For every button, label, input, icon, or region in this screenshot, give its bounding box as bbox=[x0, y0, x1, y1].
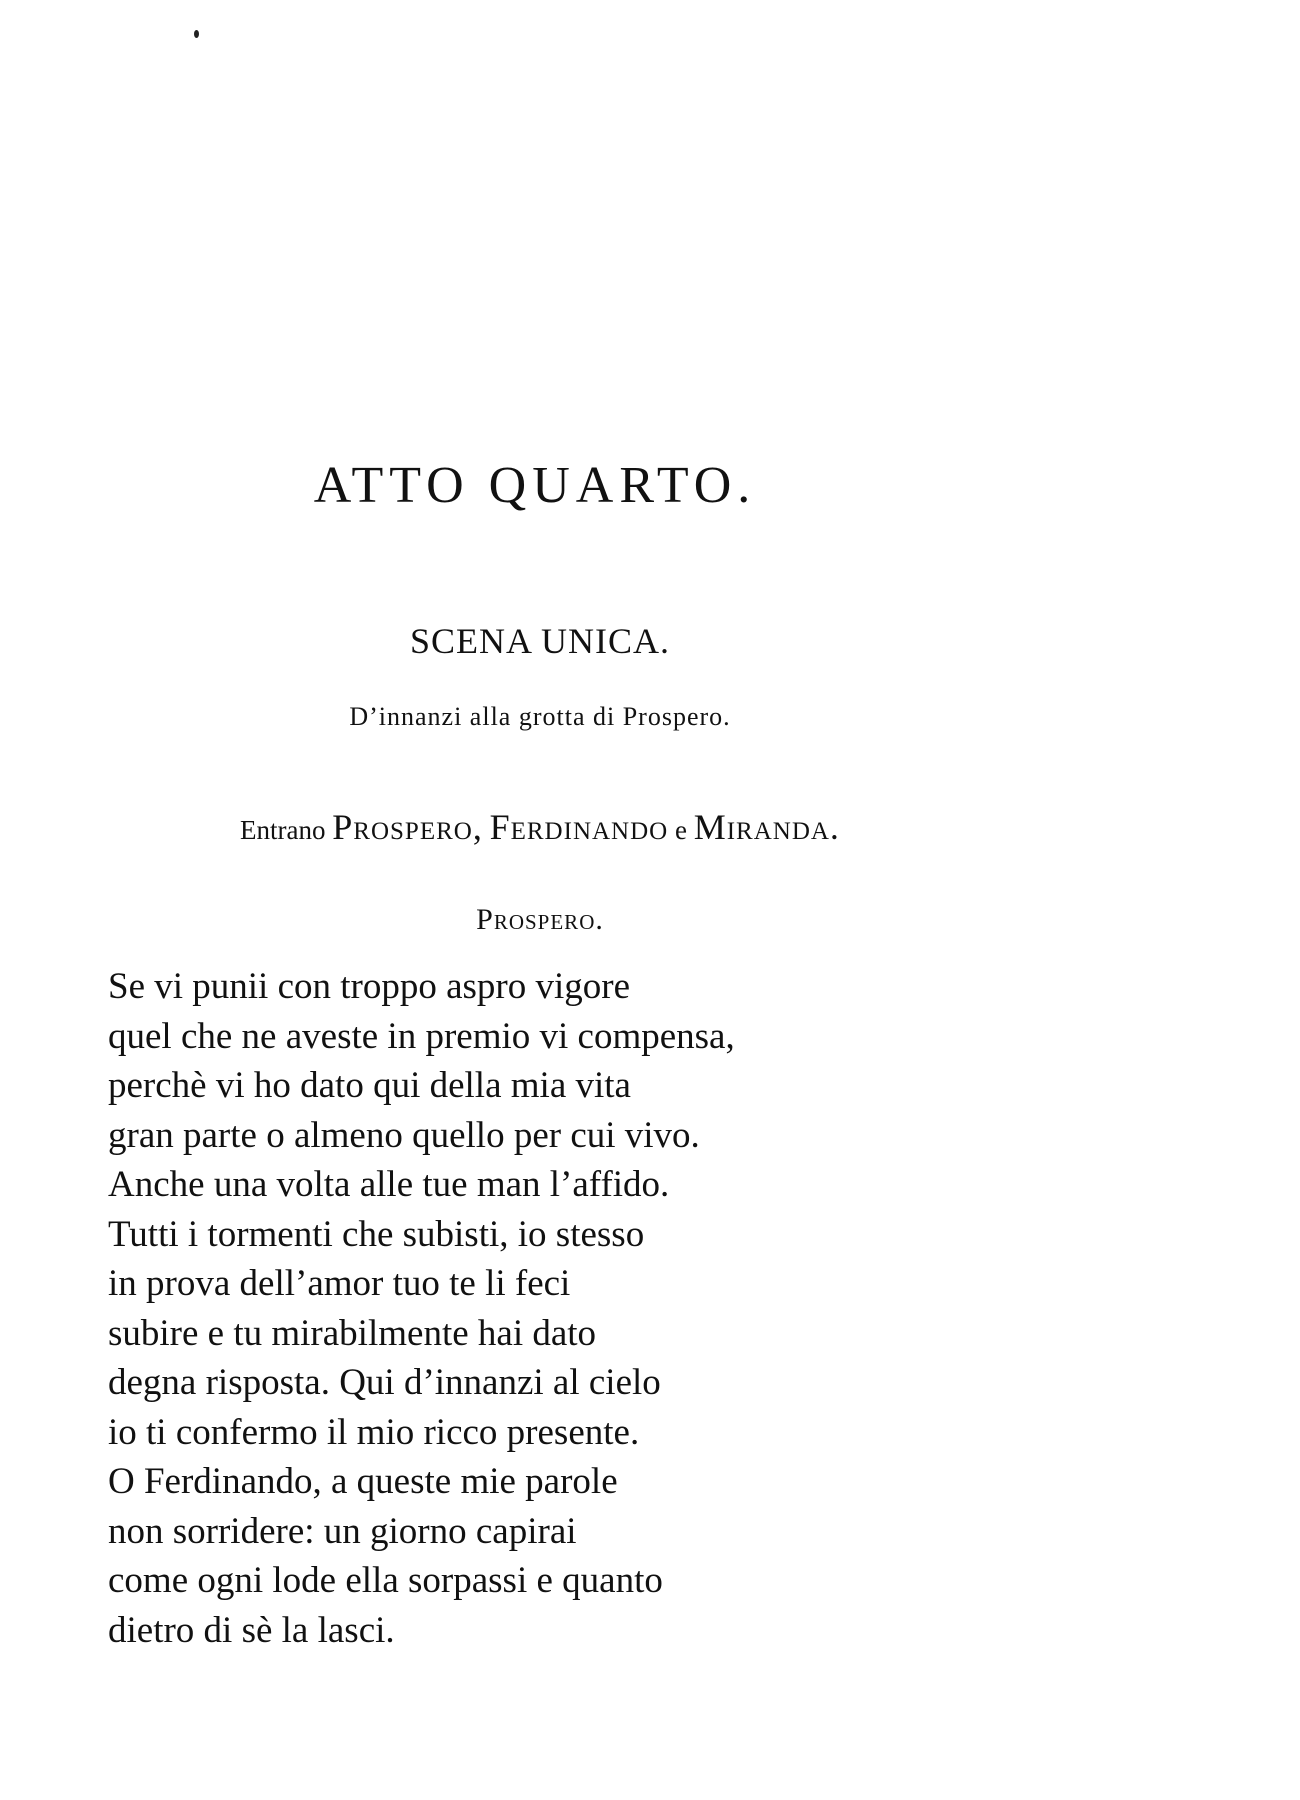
verse-line: io ti confermo il mio ricco presente. bbox=[108, 1411, 640, 1453]
verse-line: Tutti i tormenti che subisti, io stesso bbox=[108, 1213, 645, 1255]
verse-line: perchè vi ho dato qui della mia vita bbox=[108, 1065, 631, 1106]
character-prospero: Prospero, bbox=[332, 807, 483, 847]
verse-line: come ogni lode ella sorpassi e quanto bbox=[108, 1560, 663, 1601]
speaker-name: Prospero. bbox=[476, 903, 604, 936]
verse-line: quel che ne aveste in premio vi compensa, bbox=[108, 1015, 735, 1057]
verse-line: in prova dell’amor tuo te li feci bbox=[108, 1263, 571, 1304]
verse-line: degna risposta. Qui d’innanzi al cielo bbox=[108, 1362, 661, 1403]
verse-line: dietro di sè la lasci. bbox=[108, 1609, 395, 1651]
character-ferdinando: Ferdinando bbox=[489, 807, 669, 847]
verse-line: Anche una volta alle tue man l’affido. bbox=[108, 1164, 670, 1205]
verse-block bbox=[108, 962, 1008, 1655]
verse-line: gran parte o almeno quello per cui vivo. bbox=[108, 1114, 700, 1156]
character-miranda: Miranda. bbox=[693, 807, 840, 847]
act-title: ATTO QUARTO. bbox=[313, 457, 757, 514]
scene-setting: D’innanzi alla grotta di Prospero. bbox=[349, 702, 731, 731]
verse-line: subire e tu mirabilmente hai dato bbox=[108, 1312, 597, 1354]
scene-title: SCENA UNICA. bbox=[409, 621, 671, 661]
verse-line: non sorridere: un giorno capirai bbox=[108, 1510, 577, 1552]
verse-line: Se vi punii con troppo aspro vigore bbox=[108, 966, 631, 1007]
ink-speck bbox=[194, 30, 199, 38]
verse-line: O Ferdinando, a queste mie parole bbox=[108, 1461, 618, 1502]
stage-direction bbox=[0, 806, 1080, 848]
stage-direction-prefix: Entrano bbox=[240, 815, 333, 845]
stage-direction-conjunction: e bbox=[668, 815, 694, 845]
